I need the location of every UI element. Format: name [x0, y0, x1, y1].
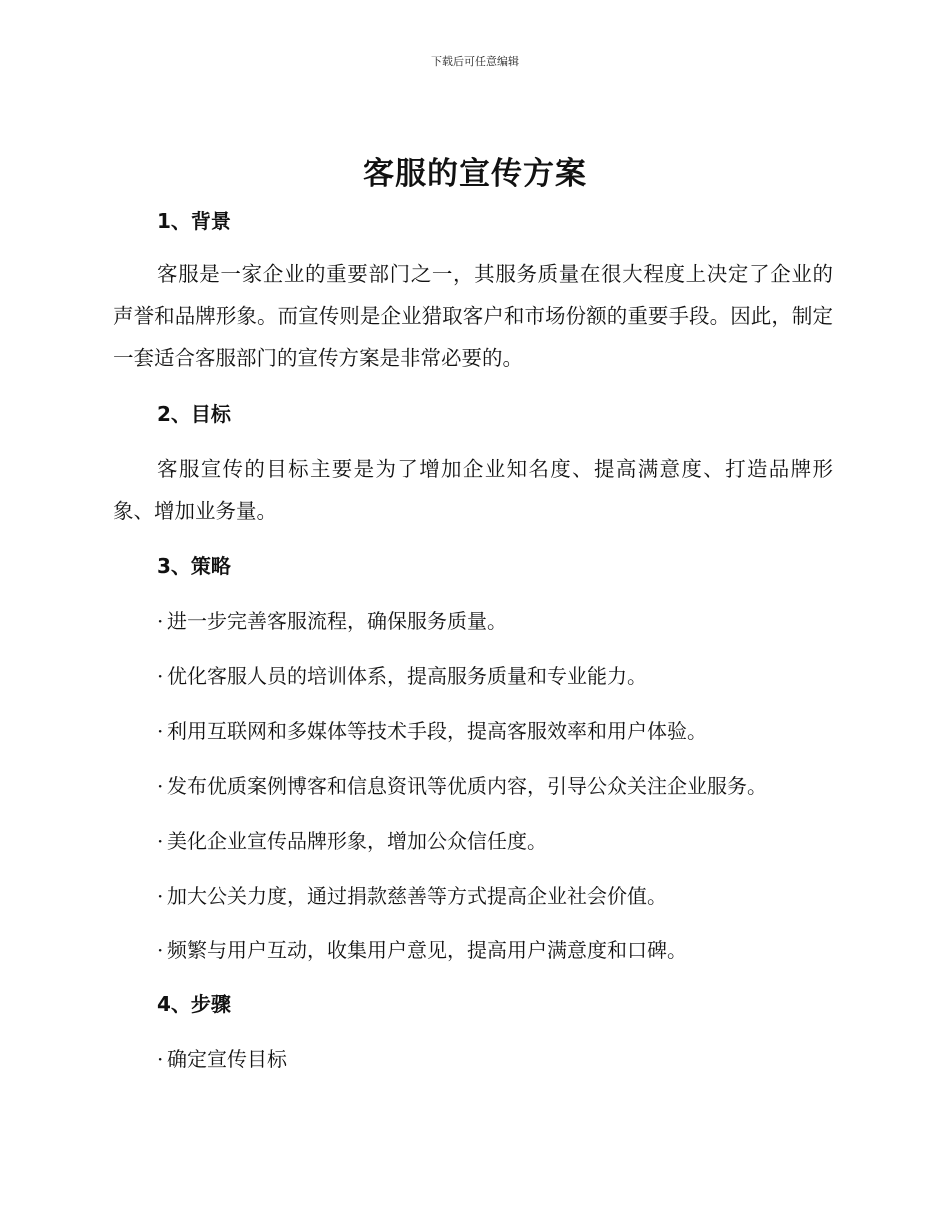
bullet-marker: · [157, 938, 164, 962]
strategy-bullet [157, 606, 507, 636]
bullet-marker: · [157, 829, 164, 853]
bullet-text: 美化企业宣传品牌形象，增加公众信任度。 [167, 829, 547, 853]
bullet-text: 优化客服人员的培训体系，提高服务质量和专业能力。 [167, 664, 647, 688]
bullet-marker: · [157, 884, 164, 908]
section-heading-goal: 2、目标 [157, 402, 231, 426]
bullet-text: 加大公关力度，通过捐款慈善等方式提高企业社会价值。 [167, 884, 667, 908]
strategy-bullet [157, 661, 647, 691]
bullet-marker: · [157, 774, 164, 798]
strategy-bullet [157, 935, 687, 965]
bullet-text: 利用互联网和多媒体等技术手段，提高客服效率和用户体验。 [167, 719, 707, 743]
paragraph-goal: 客服宣传的目标主要是为了增加企业知名度、提高满意度、打造品牌形象、增加业务量。 [113, 457, 833, 523]
bullet-marker: · [157, 1047, 164, 1071]
bullet-text: 频繁与用户互动，收集用户意见，提高用户满意度和口碑。 [167, 938, 687, 962]
section-heading-background: 1、背景 [157, 209, 231, 233]
strategy-bullet [157, 826, 547, 856]
document-title: 客服的宣传方案 [363, 156, 587, 192]
bullet-text: 发布优质案例博客和信息资讯等优质内容，引导公众关注企业服务。 [167, 774, 767, 798]
section-heading-steps: 4、步骤 [157, 992, 231, 1016]
bullet-marker: · [157, 719, 164, 743]
page-header: 下载后可任意编辑 [431, 55, 519, 68]
strategy-bullet [157, 716, 707, 746]
section-heading-strategy: 3、策略 [157, 554, 231, 578]
bullet-marker: · [157, 609, 164, 633]
paragraph-background: 客服是一家企业的重要部门之一，其服务质量在很大程度上决定了企业的声誉和品牌形象。而宣传则是企业猎取客户和市场份额的重要手段。因此，制定一套适合客服部门的宣传方案是非常必要的。 [113, 262, 833, 370]
strategy-bullet [157, 881, 667, 911]
bullet-text: 进一步完善客服流程，确保服务质量。 [167, 609, 507, 633]
bullet-text: 确定宣传目标 [167, 1047, 287, 1071]
steps-bullet [157, 1044, 287, 1074]
strategy-bullet [157, 771, 767, 801]
bullet-marker: · [157, 664, 164, 688]
